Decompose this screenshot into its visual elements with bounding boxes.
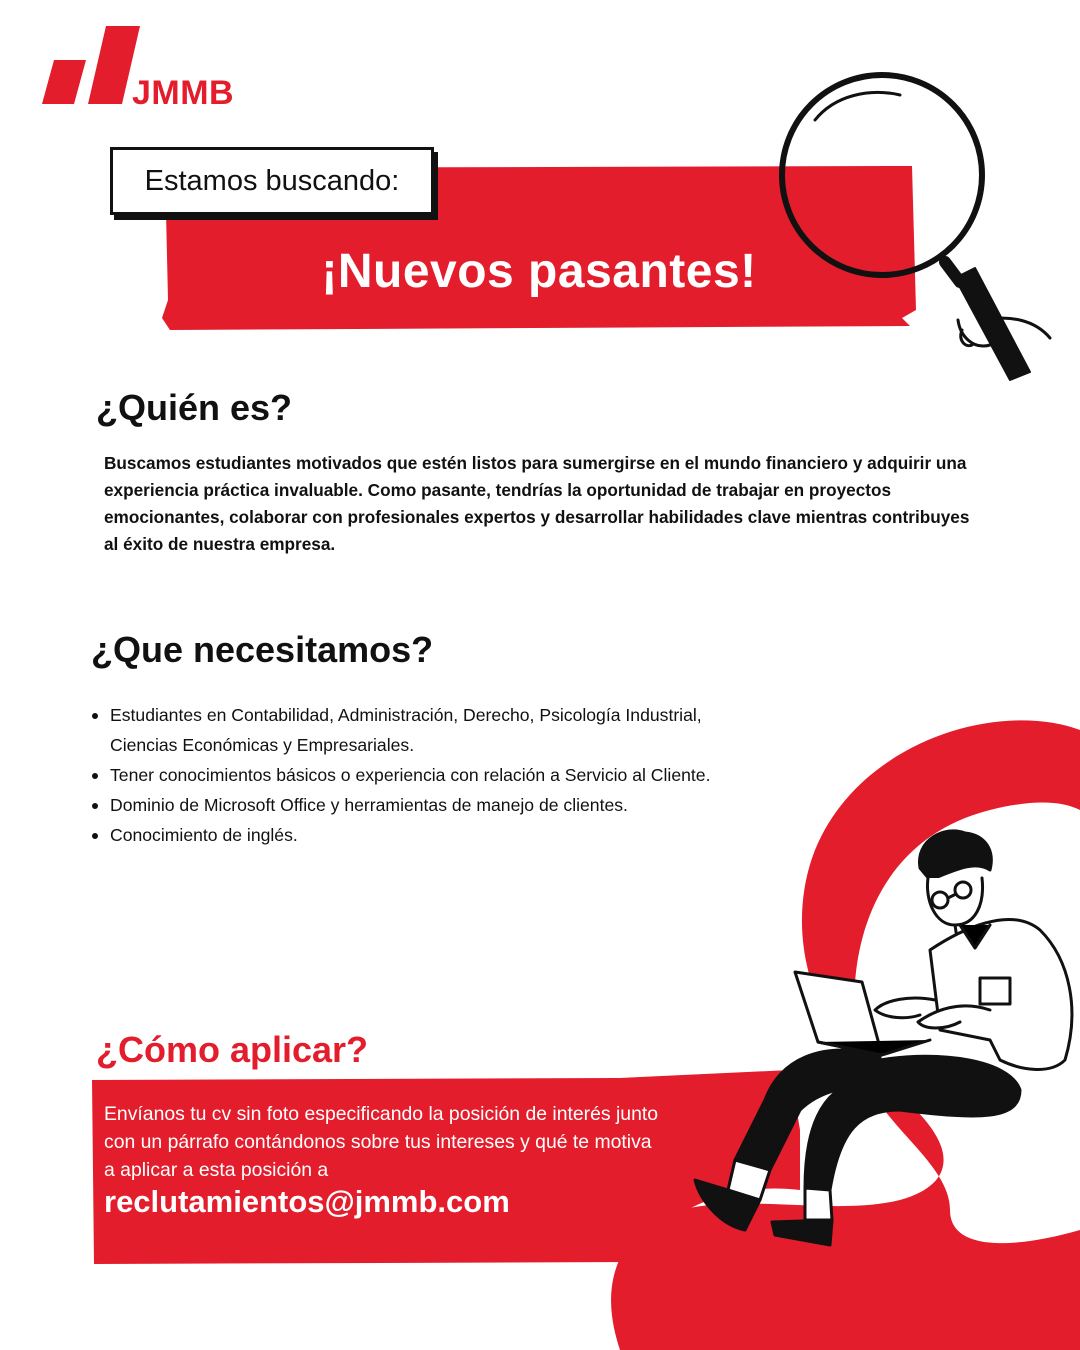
who-body: Buscamos estudiantes motivados que estén listos para sumergirse en el mundo financiero y adquirir una experiencia práctica invaluable. Como pasante, tendrías la oportunidad de trabajar en proyectos emocionantes, colaborar con profesionales expertos y desarrollar habilidades clave mientras contribuyes al éxito de nuestra empresa. (104, 453, 970, 554)
search-label: Estamos buscando: (144, 164, 400, 197)
who-title: ¿Quién es? (96, 387, 293, 428)
apply-title: ¿Cómo aplicar? (96, 1029, 369, 1070)
apply-email-link[interactable]: reclutamientos@jmmb.com (104, 1184, 510, 1219)
logo-text: JMMB (132, 74, 235, 112)
list-item: Tener conocimientos básicos o experiencia con relación a Servicio al Cliente. (90, 760, 770, 790)
headline: ¡Nuevos pasantes! (321, 245, 757, 298)
list-item: Dominio de Microsoft Office y herramientas de manejo de clientes. (90, 790, 770, 820)
apply-body: Envíanos tu cv sin foto especificando la posición de interés junto con un párrafo contándonos sobre tus intereses y qué te motiva a aplicar a esta posición a (104, 1103, 659, 1181)
jmmb-logo (42, 26, 242, 110)
needs-title: ¿Que necesitamos? (91, 629, 434, 670)
search-label-box (110, 147, 434, 215)
needs-list (90, 700, 770, 850)
list-item: Conocimiento de inglés. (90, 820, 770, 850)
list-item: Estudiantes en Contabilidad, Administración, Derecho, Psicología Industrial, Ciencias Económicas y Empresariales. (90, 700, 770, 760)
logo-mark-icon (42, 26, 142, 110)
person-with-laptop-illustration (695, 831, 1072, 1245)
